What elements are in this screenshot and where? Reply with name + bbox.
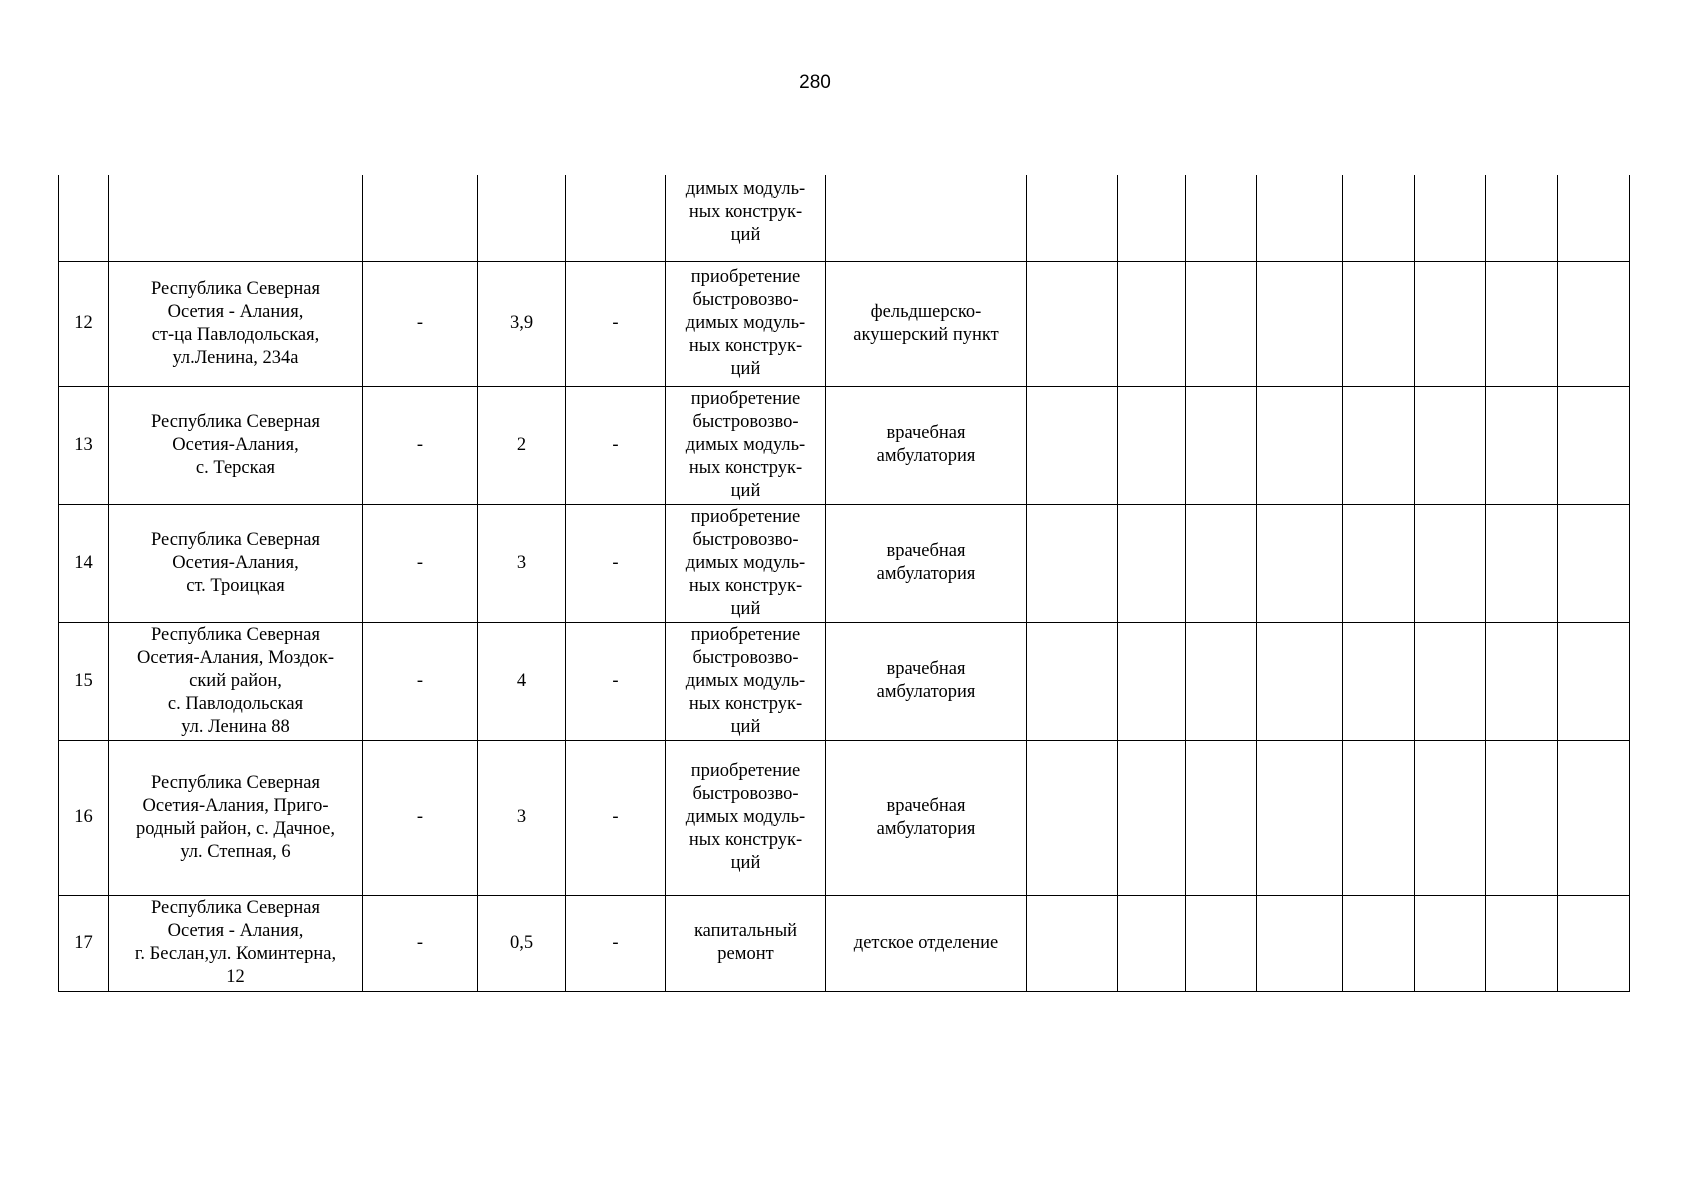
empty-cell: [1027, 386, 1118, 504]
empty-cell: [1118, 175, 1186, 261]
value-cell: 3: [478, 504, 566, 622]
empty-cell: [1186, 504, 1257, 622]
empty-cell: [1186, 175, 1257, 261]
empty-cell: [1118, 622, 1186, 740]
address-cell: Республика Северная Осетия - Алания, ст-ца Павлодольская, ул.Ленина, 234а: [109, 261, 363, 386]
address-cell: Республика Северная Осетия - Алания, г. Беслан,ул. Коминтерна, 12: [109, 895, 363, 991]
work-type-cell: приобретение быстровозво- димых модуль- ных конструк- ций: [666, 504, 826, 622]
facility-cell: врачебная амбулатория: [826, 740, 1027, 895]
table-row: [59, 386, 1630, 504]
row-number: [59, 175, 109, 261]
empty-cell: [1186, 261, 1257, 386]
empty-cell: [1486, 504, 1558, 622]
empty-cell: [1486, 175, 1558, 261]
work-type-cell: капитальный ремонт: [666, 895, 826, 991]
value-cell: -: [566, 740, 666, 895]
empty-cell: [1186, 386, 1257, 504]
empty-cell: [1343, 740, 1415, 895]
table-row: [59, 504, 1630, 622]
row-number: 15: [59, 622, 109, 740]
value-cell: -: [566, 386, 666, 504]
empty-cell: [1558, 386, 1630, 504]
value-cell: -: [363, 386, 478, 504]
value-cell: -: [363, 261, 478, 386]
empty-cell: [1415, 504, 1486, 622]
empty-cell: [1343, 622, 1415, 740]
empty-cell: [1257, 622, 1343, 740]
empty-cell: [1415, 895, 1486, 991]
value-cell: 3: [478, 740, 566, 895]
empty-cell: [1186, 740, 1257, 895]
empty-cell: [1027, 504, 1118, 622]
empty-cell: [1343, 175, 1415, 261]
work-type-cell: димых модуль- ных конструк- ций: [666, 175, 826, 261]
empty-cell: [1257, 386, 1343, 504]
value-cell: [363, 175, 478, 261]
table-row: [59, 261, 1630, 386]
work-type-cell: приобретение быстровозво- димых модуль- ных конструк- ций: [666, 622, 826, 740]
empty-cell: [1343, 386, 1415, 504]
empty-cell: [1415, 175, 1486, 261]
value-cell: 3,9: [478, 261, 566, 386]
empty-cell: [1257, 175, 1343, 261]
value-cell: 4: [478, 622, 566, 740]
empty-cell: [1343, 895, 1415, 991]
empty-cell: [1118, 386, 1186, 504]
empty-cell: [1343, 504, 1415, 622]
empty-cell: [1415, 740, 1486, 895]
empty-cell: [1558, 622, 1630, 740]
row-number: 17: [59, 895, 109, 991]
empty-cell: [1558, 175, 1630, 261]
address-cell: [109, 175, 363, 261]
address-cell: Республика Северная Осетия-Алания, Приго- родный район, с. Дачное, ул. Степная, 6: [109, 740, 363, 895]
page-number: 280: [799, 72, 831, 93]
empty-cell: [1257, 261, 1343, 386]
empty-cell: [1486, 895, 1558, 991]
table-row: [59, 175, 1630, 261]
empty-cell: [1118, 740, 1186, 895]
value-cell: -: [363, 740, 478, 895]
empty-cell: [1343, 261, 1415, 386]
row-number: 12: [59, 261, 109, 386]
empty-cell: [1486, 622, 1558, 740]
value-cell: -: [566, 622, 666, 740]
empty-cell: [1415, 261, 1486, 386]
empty-cell: [1558, 504, 1630, 622]
value-cell: 0,5: [478, 895, 566, 991]
table-row: [59, 895, 1630, 991]
facility-cell: врачебная амбулатория: [826, 504, 1027, 622]
value-cell: -: [566, 895, 666, 991]
empty-cell: [1257, 504, 1343, 622]
empty-cell: [1257, 740, 1343, 895]
value-cell: -: [363, 895, 478, 991]
empty-cell: [1118, 504, 1186, 622]
work-type-cell: приобретение быстровозво- димых модуль- ных конструк- ций: [666, 386, 826, 504]
address-cell: Республика Северная Осетия-Алания, с. Терская: [109, 386, 363, 504]
empty-cell: [1027, 740, 1118, 895]
empty-cell: [1415, 386, 1486, 504]
empty-cell: [1027, 895, 1118, 991]
facility-cell: врачебная амбулатория: [826, 386, 1027, 504]
row-number: 13: [59, 386, 109, 504]
empty-cell: [1558, 261, 1630, 386]
empty-cell: [1486, 386, 1558, 504]
value-cell: -: [566, 504, 666, 622]
row-number: 14: [59, 504, 109, 622]
empty-cell: [1558, 895, 1630, 991]
row-number: 16: [59, 740, 109, 895]
empty-cell: [1415, 622, 1486, 740]
empty-cell: [1186, 622, 1257, 740]
work-type-cell: приобретение быстровозво- димых модуль- ных конструк- ций: [666, 261, 826, 386]
value-cell: -: [566, 261, 666, 386]
facility-cell: детское отделение: [826, 895, 1027, 991]
empty-cell: [1027, 175, 1118, 261]
empty-cell: [1027, 261, 1118, 386]
empty-cell: [1558, 740, 1630, 895]
value-cell: -: [363, 622, 478, 740]
table-row: [59, 622, 1630, 740]
facility-cell: врачебная амбулатория: [826, 622, 1027, 740]
empty-cell: [1186, 895, 1257, 991]
value-cell: 2: [478, 386, 566, 504]
empty-cell: [1027, 622, 1118, 740]
empty-cell: [1486, 261, 1558, 386]
empty-cell: [1118, 261, 1186, 386]
empty-cell: [1257, 895, 1343, 991]
facility-cell: [826, 175, 1027, 261]
value-cell: [478, 175, 566, 261]
empty-cell: [1118, 895, 1186, 991]
value-cell: [566, 175, 666, 261]
facility-cell: фельдшерско- акушерский пункт: [826, 261, 1027, 386]
address-cell: Республика Северная Осетия-Алания, Моздок- ский район, с. Павлодольская ул. Ленина 88: [109, 622, 363, 740]
empty-cell: [1486, 740, 1558, 895]
address-cell: Республика Северная Осетия-Алания, ст. Троицкая: [109, 504, 363, 622]
facilities-table: [58, 175, 1630, 992]
table-row: [59, 740, 1630, 895]
value-cell: -: [363, 504, 478, 622]
work-type-cell: приобретение быстровозво- димых модуль- ных конструк- ций: [666, 740, 826, 895]
